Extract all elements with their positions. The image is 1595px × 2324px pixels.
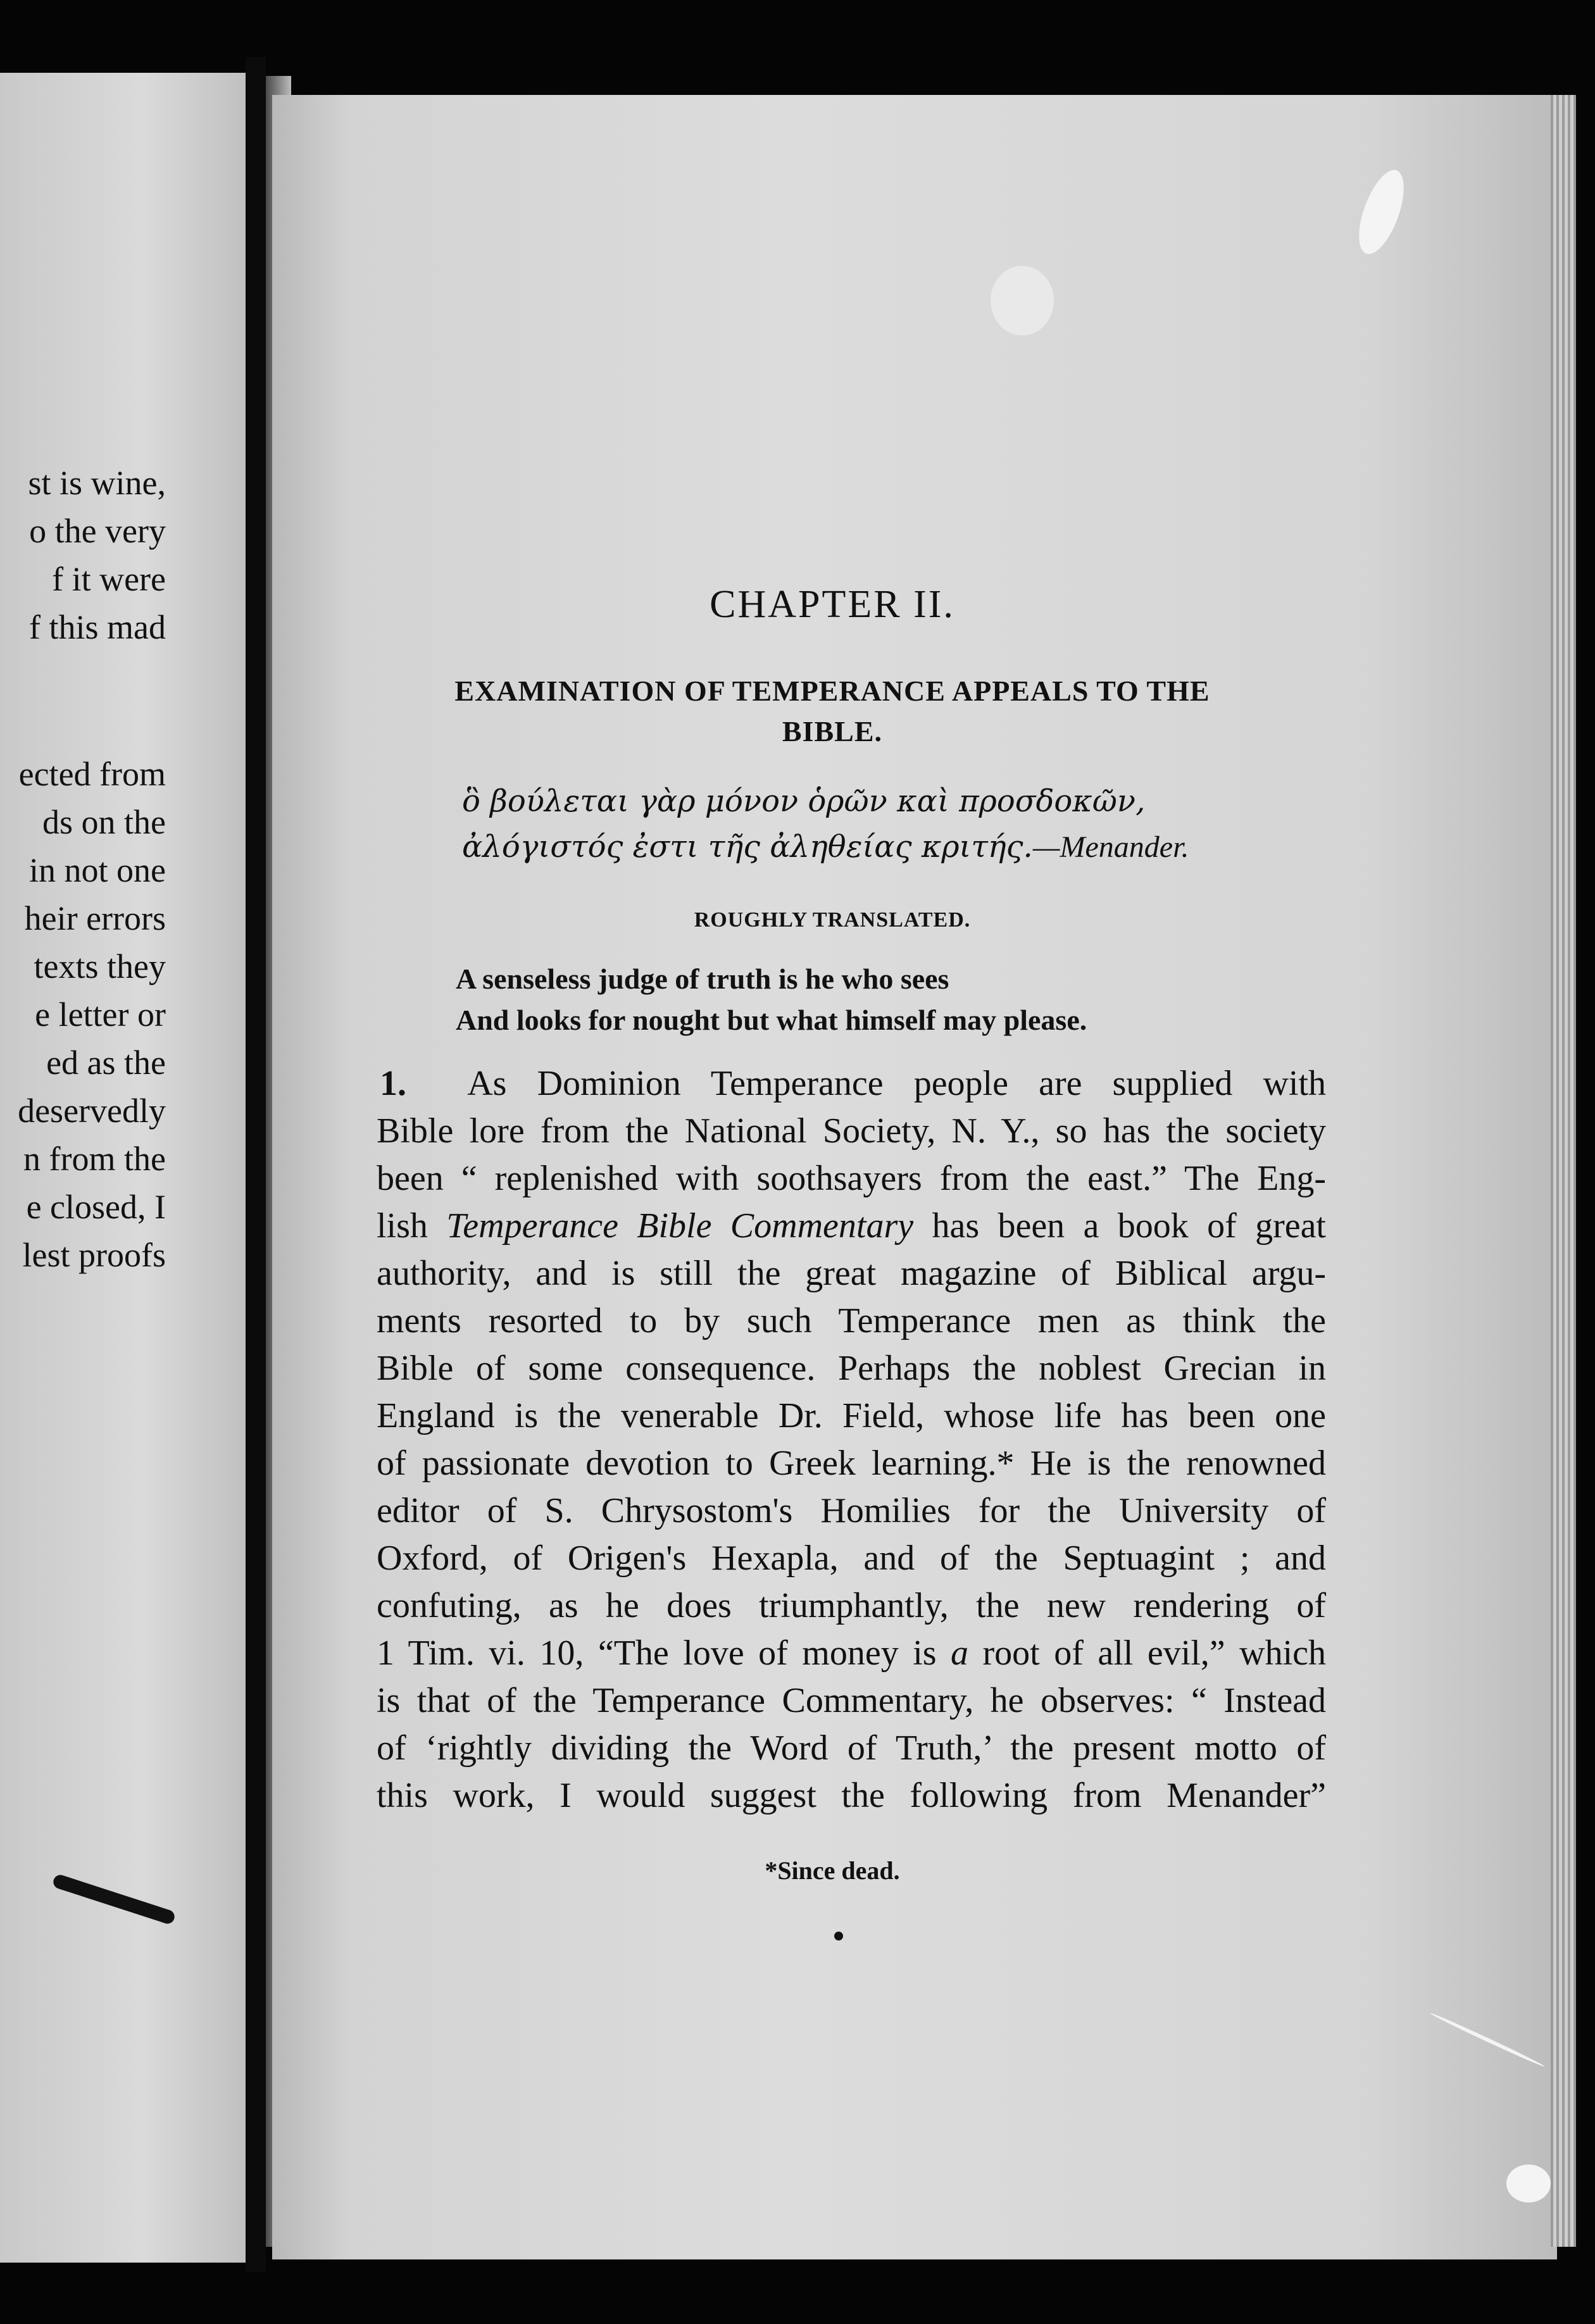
paragraph-line: confuting, as he does triumphantly, the new rendering of: [377, 1586, 1326, 1625]
left-line: st is wine,: [28, 464, 166, 502]
chapter-subtitle-line: EXAMINATION OF TEMPERANCE APPEALS TO THE: [454, 675, 1210, 707]
speck: [991, 266, 1054, 335]
book-gutter: [246, 57, 266, 2272]
paragraph-line: this work, I would suggest the following from Menander”: [377, 1776, 1326, 1815]
greek-text: ἀλόγιστός ἐστι τῆς ἀληθείας κριτής.: [462, 829, 1033, 865]
left-page-text-top: [0, 459, 166, 651]
left-line: e closed, I: [26, 1188, 166, 1226]
left-page: [0, 73, 260, 2263]
greek-epigraph-line-2: [462, 829, 1285, 865]
speck: [834, 1932, 843, 1940]
footnote: *Since dead.: [765, 1856, 900, 1885]
paragraph-text: has been a book of great: [913, 1206, 1326, 1246]
paragraph-text: lish: [377, 1206, 447, 1246]
left-line: lest proofs: [22, 1236, 166, 1274]
poem-line-2: And looks for nought but what himself may please.: [456, 1004, 1087, 1036]
roughly-translated-heading: ROUGHLY TRANSLATED.: [694, 908, 971, 932]
paragraph-line: editor of S. Chrysostom's Homilies for the University of: [377, 1491, 1326, 1530]
left-line: o the very: [29, 512, 166, 550]
paragraph-line: Bible of some consequence. Perhaps the noblest Grecian in: [377, 1349, 1326, 1388]
left-line: texts they: [34, 947, 166, 985]
paragraph-line: [380, 1063, 1326, 1104]
paragraph-text: As Dominion Temperance people are supplied with: [467, 1064, 1326, 1103]
paragraph-line: [377, 1633, 1326, 1673]
paragraph-text: 1 Tim. vi. 10, “The love of money is: [377, 1634, 951, 1673]
left-line: in not one: [29, 851, 166, 889]
paragraph-line: been “ replenished with soothsayers from the east.” The Eng-: [377, 1159, 1326, 1198]
speck: [1506, 2165, 1551, 2202]
left-page-text-bottom: [0, 750, 166, 1279]
emphasis: a: [951, 1634, 969, 1673]
paragraph-line: Bible lore from the National Society, N. Y., so has the society: [377, 1111, 1326, 1151]
left-line: ected from: [18, 755, 166, 793]
paragraph-line: of passionate devotion to Greek learning.* He is the renowned: [377, 1444, 1326, 1483]
chapter-subtitle: [370, 671, 1294, 752]
paragraph-line: of ‘rightly dividing the Word of Truth,’ the present motto of: [377, 1728, 1326, 1768]
paragraph-line: ments resorted to by such Temperance men as think the: [377, 1301, 1326, 1340]
paragraph-line: Oxford, of Origen's Hexapla, and of the Septuagint ; and: [377, 1539, 1326, 1578]
page-edge: [1551, 95, 1576, 2247]
paragraph-line: England is the venerable Dr. Field, whose life has been one: [377, 1396, 1326, 1435]
left-line: ed as the: [46, 1044, 166, 1082]
epigraph-attribution: —Menander.: [1032, 830, 1189, 864]
paragraph-line: authority, and is still the great magazine of Biblical argu-: [377, 1254, 1326, 1293]
paragraph-line: is that of the Temperance Commentary, he observes: “ Instead: [377, 1681, 1326, 1720]
chapter-subtitle-line: BIBLE.: [782, 715, 883, 747]
paragraph-line: [377, 1206, 1326, 1246]
left-line: deservedly: [18, 1092, 166, 1130]
chapter-title: CHAPTER II.: [710, 583, 955, 626]
greek-epigraph-line-1: ὃ βούλεται γὰρ μόνον ὁρῶν καὶ προσδοκῶν,: [462, 784, 1146, 819]
paragraph-number: 1.: [380, 1064, 406, 1103]
left-line: f it were: [52, 560, 166, 598]
left-line: n from the: [23, 1140, 166, 1178]
poem-line-1: A senseless judge of truth is he who sees: [456, 963, 949, 995]
paragraph-text: root of all evil,” which: [968, 1634, 1326, 1673]
left-line: heir errors: [24, 899, 166, 937]
book-title: Temperance Bible Commentary: [446, 1206, 914, 1246]
left-line: f this mad: [29, 608, 166, 646]
left-line: e letter or: [35, 996, 166, 1034]
left-line: ds on the: [42, 803, 166, 841]
